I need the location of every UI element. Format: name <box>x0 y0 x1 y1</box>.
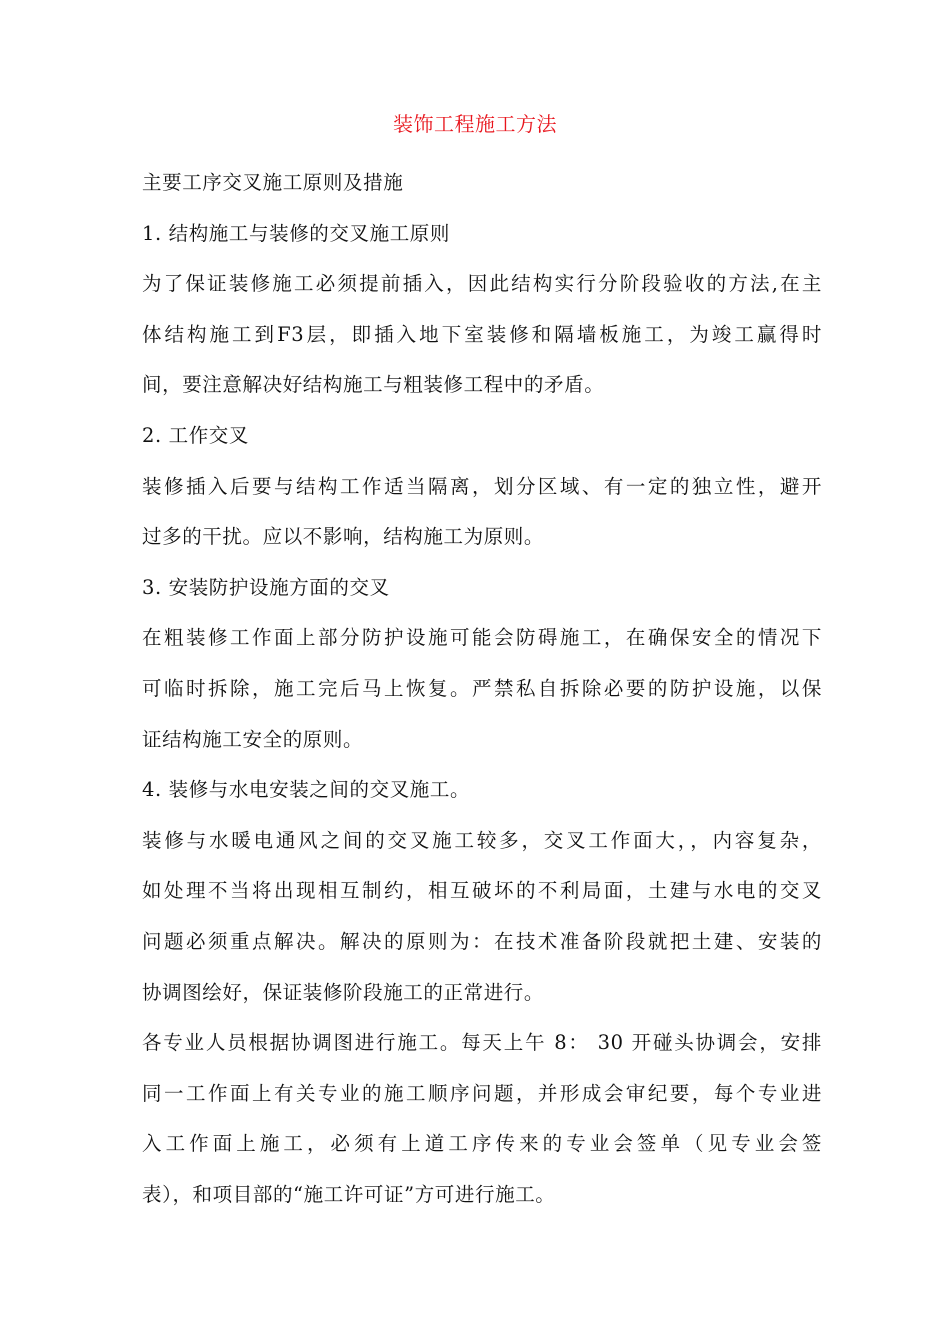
item-heading-4: 4. 装修与水电安装之间的交叉施工。 <box>142 778 471 802</box>
section-heading: 主要工序交叉施工原则及措施 <box>142 171 404 194</box>
paragraph-line: 各专业人员根据协调图进行施工。每天上午 8： 30 开碰头协调会，安排 <box>142 1031 822 1055</box>
paragraph-line: 表），和项目部的“施工许可证”方可进行施工。 <box>142 1182 556 1206</box>
document-title: 装饰工程施工方法 <box>393 112 557 136</box>
paragraph-line: 间，要注意解决好结构施工与粗装修工程中的矛盾。 <box>142 373 605 397</box>
document-body <box>142 170 822 1232</box>
paragraph-line: 问题必须重点解决。解决的原则为：在技术准备阶段就把土建、安装的 <box>142 929 822 953</box>
paragraph-line: 体结构施工到F3层，即插入地下室装修和隔墙板施工，为竣工赢得时 <box>142 322 822 346</box>
item-heading-3: 3. 安装防护设施方面的交叉 <box>142 575 390 599</box>
paragraph-line: 可临时拆除，施工完后马上恢复。严禁私自拆除必要的防护设施，以保 <box>142 676 822 700</box>
paragraph-line: 过多的干扰。应以不影响，结构施工为原则。 <box>142 525 545 549</box>
item-heading-2: 2. 工作交叉 <box>142 423 250 447</box>
paragraph-line: 为了保证装修施工必须提前插入，因此结构实行分阶段验收的方法,在主 <box>142 272 822 296</box>
paragraph-line: 装修与水暖电通风之间的交叉施工较多，交叉工作面大，，内容复杂， <box>142 828 822 852</box>
paragraph-line: 如处理不当将出现相互制约，相互破坏的不利局面，土建与水电的交叉 <box>142 879 822 903</box>
paragraph-line: 装修插入后要与结构工作适当隔离，划分区域、有一定的独立性，避开 <box>142 474 822 498</box>
paragraph-line: 证结构施工安全的原则。 <box>142 727 364 751</box>
paragraph-line: 入工作面上施工，必须有上道工序传来的专业会签单（见专业会签 <box>142 1132 822 1156</box>
paragraph-line: 同一工作面上有关专业的施工顺序问题，并形成会审纪要，每个专业进 <box>142 1081 822 1105</box>
paragraph-line: 协调图绘好，保证装修阶段施工的正常进行。 <box>142 980 545 1004</box>
item-heading-1: 1. 结构施工与装修的交叉施工原则 <box>142 221 451 245</box>
paragraph-line: 在粗装修工作面上部分防护设施可能会防碍施工，在确保安全的情况下 <box>142 626 822 650</box>
